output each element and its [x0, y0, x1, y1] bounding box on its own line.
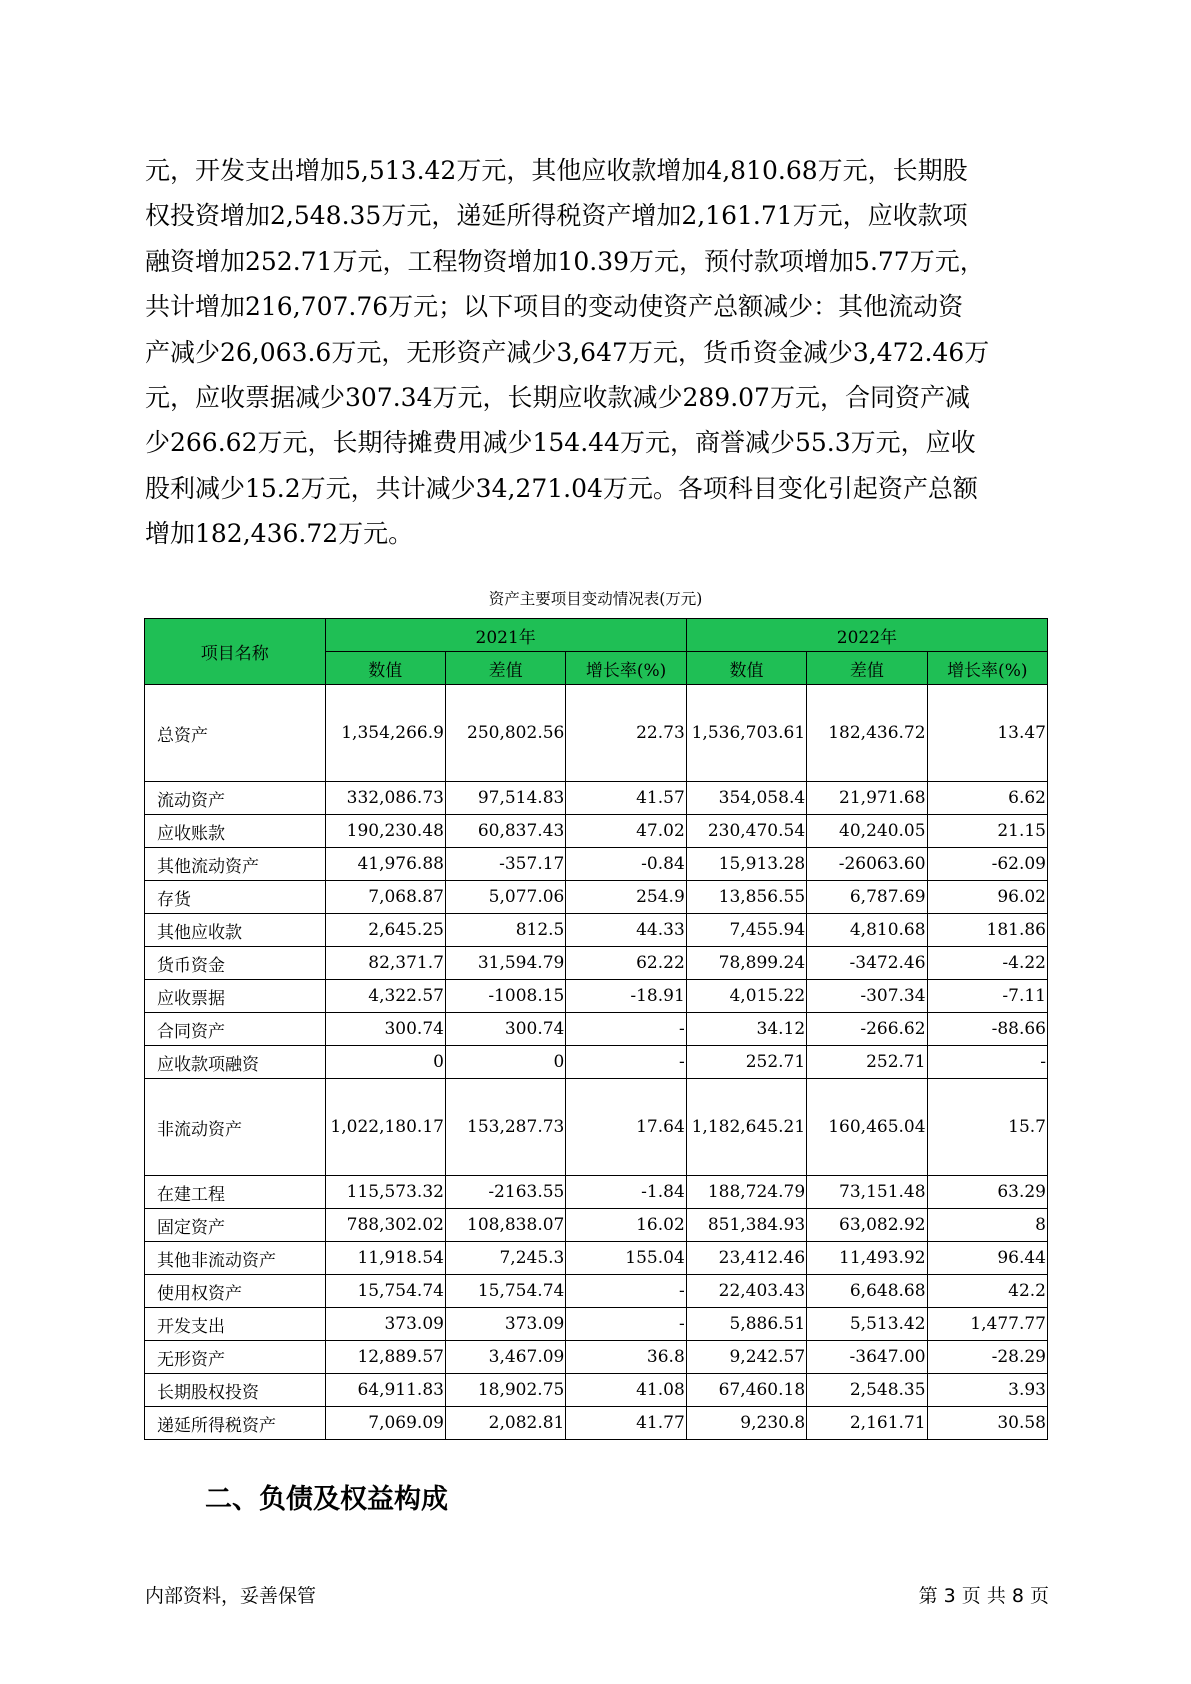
cell-growth-rate-2021: -1.84 [566, 1176, 686, 1209]
cell-value-2021: 15,754.74 [325, 1275, 445, 1308]
cell-value-2021: 41,976.88 [325, 848, 445, 881]
table-row [145, 914, 1048, 947]
row-item-name: 存货 [145, 881, 326, 914]
cell-growth-rate-2021: 41.77 [566, 1407, 686, 1440]
cell-value-2021: 64,911.83 [325, 1374, 445, 1407]
table-row [145, 782, 1048, 815]
cell-value-2022: 1,536,703.61 [686, 685, 806, 782]
table-body [145, 685, 1048, 1440]
table-header [145, 619, 1048, 685]
cell-growth-rate-2021: 17.64 [566, 1079, 686, 1176]
cell-growth-rate-2021: 16.02 [566, 1209, 686, 1242]
header-year-2022: 2022年 [686, 619, 1047, 652]
cell-growth-rate-2022: 42.2 [927, 1275, 1047, 1308]
row-item-name: 非流动资产 [145, 1079, 326, 1176]
cell-difference-2021: 153,287.73 [445, 1079, 565, 1176]
cell-growth-rate-2022: 96.44 [927, 1242, 1047, 1275]
cell-growth-rate-2022: 6.62 [927, 782, 1047, 815]
cell-difference-2021: 7,245.3 [445, 1242, 565, 1275]
table-caption: 资产主要项目变动情况表(万元) [488, 590, 703, 608]
table-row [145, 1407, 1048, 1440]
row-item-name: 其他流动资产 [145, 848, 326, 881]
table-row [145, 1013, 1048, 1046]
table-row [145, 1046, 1048, 1079]
table-row [145, 815, 1048, 848]
cell-value-2021: 300.74 [325, 1013, 445, 1046]
cell-value-2022: 9,242.57 [686, 1341, 806, 1374]
cell-growth-rate-2021: 47.02 [566, 815, 686, 848]
cell-difference-2022: 160,465.04 [807, 1079, 927, 1176]
table-row [145, 1176, 1048, 1209]
cell-difference-2022: 11,493.92 [807, 1242, 927, 1275]
cell-difference-2022: -307.34 [807, 980, 927, 1013]
cell-difference-2021: 5,077.06 [445, 881, 565, 914]
cell-value-2021: 1,354,266.9 [325, 685, 445, 782]
cell-value-2022: 15,913.28 [686, 848, 806, 881]
paragraph-line: 股利减少15.2万元，共计减少34,271.04万元。各项科目变化引起资产总额 [145, 473, 978, 503]
cell-growth-rate-2021: - [566, 1046, 686, 1079]
cell-difference-2022: -3472.46 [807, 947, 927, 980]
cell-growth-rate-2021: 22.73 [566, 685, 686, 782]
cell-value-2021: 332,086.73 [325, 782, 445, 815]
row-item-name: 合同资产 [145, 1013, 326, 1046]
cell-difference-2022: 182,436.72 [807, 685, 927, 782]
cell-difference-2022: 21,971.68 [807, 782, 927, 815]
table-row [145, 1308, 1048, 1341]
asset-change-table [144, 618, 1048, 1440]
cell-growth-rate-2021: 254.9 [566, 881, 686, 914]
cell-value-2021: 82,371.7 [325, 947, 445, 980]
section-heading: 二、负债及权益构成 [205, 1484, 448, 1515]
header-difference: 差值 [445, 652, 565, 685]
footer-page-number: 第 3 页 共 8 页 [918, 1585, 1049, 1607]
cell-difference-2021: 2,082.81 [445, 1407, 565, 1440]
cell-difference-2021: 0 [445, 1046, 565, 1079]
cell-value-2021: 7,069.09 [325, 1407, 445, 1440]
cell-value-2022: 34.12 [686, 1013, 806, 1046]
cell-growth-rate-2021: -0.84 [566, 848, 686, 881]
row-item-name: 其他应收款 [145, 914, 326, 947]
cell-value-2021: 11,918.54 [325, 1242, 445, 1275]
cell-difference-2021: 18,902.75 [445, 1374, 565, 1407]
row-item-name: 流动资产 [145, 782, 326, 815]
cell-value-2021: 12,889.57 [325, 1341, 445, 1374]
cell-value-2022: 9,230.8 [686, 1407, 806, 1440]
cell-difference-2022: 2,548.35 [807, 1374, 927, 1407]
cell-growth-rate-2022: -28.29 [927, 1341, 1047, 1374]
cell-difference-2022: 6,787.69 [807, 881, 927, 914]
table-row [145, 685, 1048, 782]
cell-value-2022: 4,015.22 [686, 980, 806, 1013]
cell-growth-rate-2022: -4.22 [927, 947, 1047, 980]
header-growth-rate: 增长率(%) [927, 652, 1047, 685]
cell-value-2022: 5,886.51 [686, 1308, 806, 1341]
paragraph-line: 产减少26,063.6万元，无形资产减少3,647万元，货币资金减少3,472.46万 [145, 337, 990, 367]
row-item-name: 应收票据 [145, 980, 326, 1013]
cell-growth-rate-2022: -62.09 [927, 848, 1047, 881]
cell-growth-rate-2022: 13.47 [927, 685, 1047, 782]
header-value: 数值 [686, 652, 806, 685]
row-item-name: 货币资金 [145, 947, 326, 980]
cell-value-2021: 4,322.57 [325, 980, 445, 1013]
cell-growth-rate-2022: 15.7 [927, 1079, 1047, 1176]
table-row [145, 1242, 1048, 1275]
cell-value-2021: 0 [325, 1046, 445, 1079]
row-item-name: 总资产 [145, 685, 326, 782]
header-difference: 差值 [807, 652, 927, 685]
cell-difference-2021: 812.5 [445, 914, 565, 947]
cell-growth-rate-2021: 155.04 [566, 1242, 686, 1275]
row-item-name: 应收款项融资 [145, 1046, 326, 1079]
cell-growth-rate-2021: -18.91 [566, 980, 686, 1013]
cell-value-2022: 1,182,645.21 [686, 1079, 806, 1176]
header-value: 数值 [325, 652, 445, 685]
cell-growth-rate-2022: 21.15 [927, 815, 1047, 848]
cell-value-2022: 22,403.43 [686, 1275, 806, 1308]
cell-value-2021: 788,302.02 [325, 1209, 445, 1242]
cell-difference-2021: 373.09 [445, 1308, 565, 1341]
cell-value-2021: 1,022,180.17 [325, 1079, 445, 1176]
cell-difference-2021: 15,754.74 [445, 1275, 565, 1308]
cell-value-2022: 188,724.79 [686, 1176, 806, 1209]
footer-confidential-note: 内部资料，妥善保管 [145, 1585, 317, 1607]
cell-growth-rate-2022: 30.58 [927, 1407, 1047, 1440]
header-item-name: 项目名称 [145, 619, 326, 685]
cell-value-2022: 13,856.55 [686, 881, 806, 914]
row-item-name: 固定资产 [145, 1209, 326, 1242]
cell-value-2022: 354,058.4 [686, 782, 806, 815]
cell-difference-2021: 108,838.07 [445, 1209, 565, 1242]
cell-growth-rate-2021: 62.22 [566, 947, 686, 980]
cell-growth-rate-2022: 1,477.77 [927, 1308, 1047, 1341]
cell-growth-rate-2021: 41.08 [566, 1374, 686, 1407]
paragraph-line: 权投资增加2,548.35万元，递延所得税资产增加2,161.71万元，应收款项 [145, 201, 968, 231]
cell-value-2021: 373.09 [325, 1308, 445, 1341]
header-growth-rate: 增长率(%) [566, 652, 686, 685]
cell-difference-2022: 2,161.71 [807, 1407, 927, 1440]
cell-value-2021: 115,573.32 [325, 1176, 445, 1209]
cell-difference-2021: 97,514.83 [445, 782, 565, 815]
paragraph-line: 元，应收票据减少307.34万元，长期应收款减少289.07万元，合同资产减 [145, 383, 970, 413]
cell-value-2021: 2,645.25 [325, 914, 445, 947]
table-row [145, 848, 1048, 881]
cell-difference-2022: 6,648.68 [807, 1275, 927, 1308]
cell-growth-rate-2021: 36.8 [566, 1341, 686, 1374]
table-row [145, 1275, 1048, 1308]
cell-growth-rate-2022: - [927, 1046, 1047, 1079]
body-paragraph [145, 148, 1045, 557]
row-item-name: 其他非流动资产 [145, 1242, 326, 1275]
cell-growth-rate-2021: - [566, 1275, 686, 1308]
table-row [145, 1374, 1048, 1407]
cell-growth-rate-2022: 63.29 [927, 1176, 1047, 1209]
cell-growth-rate-2022: -7.11 [927, 980, 1047, 1013]
table-row [145, 1079, 1048, 1176]
cell-growth-rate-2021: 41.57 [566, 782, 686, 815]
table-row [145, 881, 1048, 914]
table-row [145, 980, 1048, 1013]
cell-difference-2022: 40,240.05 [807, 815, 927, 848]
cell-difference-2021: 300.74 [445, 1013, 565, 1046]
cell-difference-2022: 73,151.48 [807, 1176, 927, 1209]
cell-growth-rate-2022: 181.86 [927, 914, 1047, 947]
cell-difference-2022: 63,082.92 [807, 1209, 927, 1242]
paragraph-line: 少266.62万元，长期待摊费用减少154.44万元，商誉减少55.3万元，应收 [145, 428, 976, 458]
paragraph-line: 融资增加252.71万元，工程物资增加10.39万元，预付款项增加5.77万元， [145, 246, 985, 276]
cell-value-2022: 67,460.18 [686, 1374, 806, 1407]
cell-value-2021: 7,068.87 [325, 881, 445, 914]
cell-difference-2021: 3,467.09 [445, 1341, 565, 1374]
cell-difference-2022: -26063.60 [807, 848, 927, 881]
cell-value-2021: 190,230.48 [325, 815, 445, 848]
row-item-name: 应收账款 [145, 815, 326, 848]
row-item-name: 开发支出 [145, 1308, 326, 1341]
cell-difference-2021: -357.17 [445, 848, 565, 881]
cell-growth-rate-2021: - [566, 1308, 686, 1341]
cell-difference-2022: 4,810.68 [807, 914, 927, 947]
cell-value-2022: 23,412.46 [686, 1242, 806, 1275]
row-item-name: 递延所得税资产 [145, 1407, 326, 1440]
cell-value-2022: 7,455.94 [686, 914, 806, 947]
cell-growth-rate-2021: 44.33 [566, 914, 686, 947]
cell-growth-rate-2021: - [566, 1013, 686, 1046]
table-row [145, 1341, 1048, 1374]
row-item-name: 在建工程 [145, 1176, 326, 1209]
cell-difference-2021: -2163.55 [445, 1176, 565, 1209]
cell-difference-2021: 31,594.79 [445, 947, 565, 980]
cell-difference-2022: -3647.00 [807, 1341, 927, 1374]
cell-value-2022: 78,899.24 [686, 947, 806, 980]
paragraph-line: 共计增加216,707.76万元；以下项目的变动使资产总额减少：其他流动资 [145, 292, 964, 322]
cell-difference-2022: 5,513.42 [807, 1308, 927, 1341]
paragraph-line: 增加182,436.72万元。 [145, 519, 414, 549]
row-item-name: 无形资产 [145, 1341, 326, 1374]
row-item-name: 使用权资产 [145, 1275, 326, 1308]
cell-difference-2021: 60,837.43 [445, 815, 565, 848]
cell-growth-rate-2022: -88.66 [927, 1013, 1047, 1046]
table-row [145, 947, 1048, 980]
header-year-2021: 2021年 [325, 619, 686, 652]
cell-value-2022: 851,384.93 [686, 1209, 806, 1242]
table-row [145, 1209, 1048, 1242]
cell-difference-2022: 252.71 [807, 1046, 927, 1079]
cell-difference-2021: 250,802.56 [445, 685, 565, 782]
cell-growth-rate-2022: 96.02 [927, 881, 1047, 914]
cell-value-2022: 252.71 [686, 1046, 806, 1079]
cell-difference-2022: -266.62 [807, 1013, 927, 1046]
cell-difference-2021: -1008.15 [445, 980, 565, 1013]
cell-growth-rate-2022: 8 [927, 1209, 1047, 1242]
row-item-name: 长期股权投资 [145, 1374, 326, 1407]
cell-value-2022: 230,470.54 [686, 815, 806, 848]
paragraph-line: 元，开发支出增加5,513.42万元，其他应收款增加4,810.68万元，长期股 [145, 156, 968, 185]
cell-growth-rate-2022: 3.93 [927, 1374, 1047, 1407]
